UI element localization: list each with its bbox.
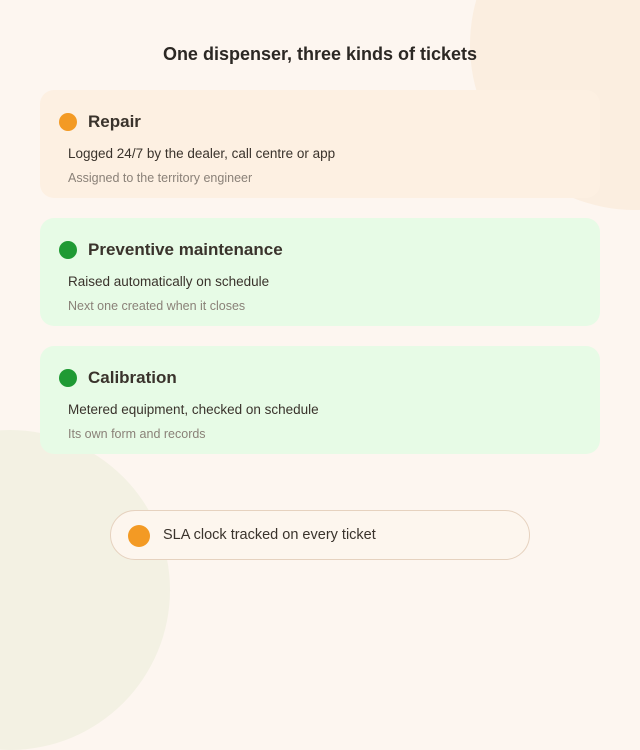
sla-footer-text: SLA clock tracked on every ticket xyxy=(163,527,376,543)
card-description: Logged 24/7 by the dealer, call centre or app xyxy=(68,146,336,161)
ticket-card-calibration xyxy=(40,346,600,454)
card-note: Next one created when it closes xyxy=(68,299,246,313)
status-dot-icon xyxy=(59,369,77,387)
card-description: Metered equipment, checked on schedule xyxy=(68,402,319,417)
status-dot-icon xyxy=(128,525,150,547)
card-title: Preventive maintenance xyxy=(88,240,283,259)
card-note: Assigned to the territory engineer xyxy=(68,171,253,185)
card-note: Its own form and records xyxy=(68,427,206,441)
page-title: One dispenser, three kinds of tickets xyxy=(162,44,478,64)
card-description: Raised automatically on schedule xyxy=(68,274,270,289)
ticket-card-repair xyxy=(40,90,600,198)
card-title: Calibration xyxy=(88,368,177,387)
card-title: Repair xyxy=(88,112,141,131)
status-dot-icon xyxy=(59,113,77,131)
background-blob-bottom-left xyxy=(0,430,170,750)
sla-footer-pill xyxy=(110,510,530,560)
ticket-card-preventive-maintenance xyxy=(40,218,600,326)
status-dot-icon xyxy=(59,241,77,259)
